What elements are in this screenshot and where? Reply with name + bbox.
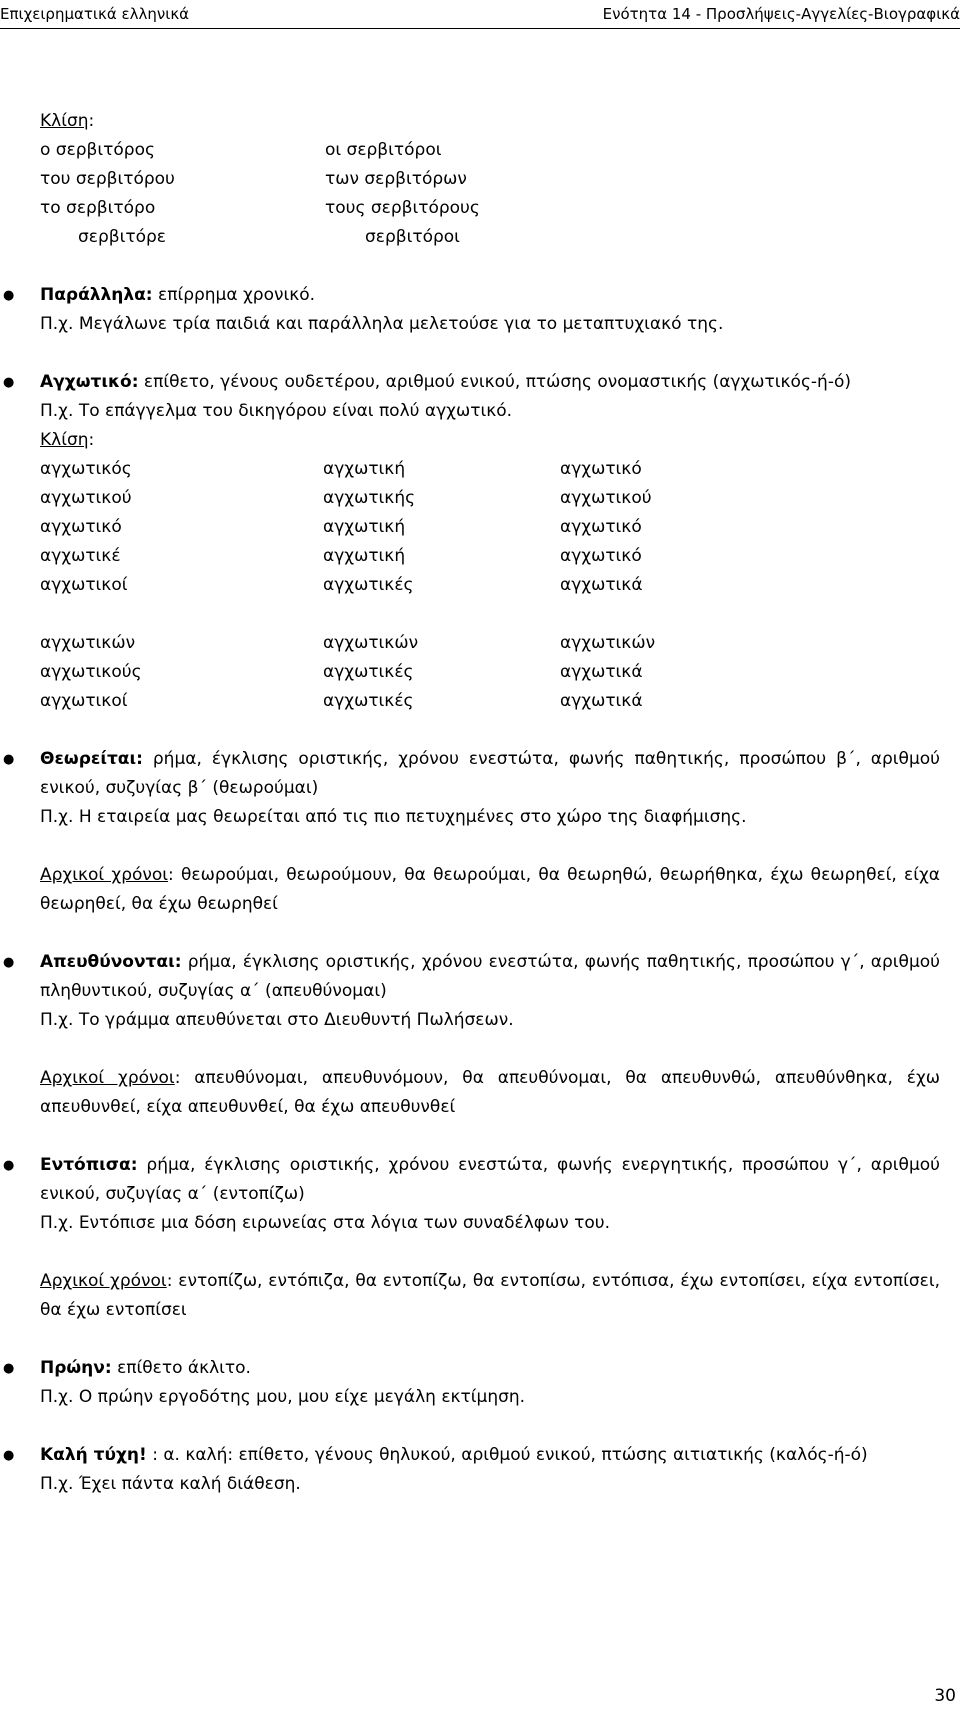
declension-cell: αγχωτικά [560, 662, 643, 682]
tenses-label: Αρχικοί χρόνοι [40, 1068, 175, 1088]
header-right-title: Ενότητα 14 - Προσλήψεις-Αγγελίες-Βιογραφικά [602, 5, 960, 23]
header-left-title: Επιχειρηματικά ελληνικά [0, 5, 190, 23]
klisi-label: Κλίση [40, 430, 89, 450]
declension-row [40, 629, 940, 658]
declension-cell: αγχωτικέ [40, 546, 121, 566]
example: Π.χ. Μεγάλωνε τρία παιδιά και παράλληλα μελετούσε για το μεταπτυχιακό της. [40, 314, 724, 334]
declension-cell: αγχωτικές [323, 575, 414, 595]
term: Απευθύνονται: [40, 952, 182, 972]
page-header [0, 0, 960, 29]
declension-cell: αγχωτικό [40, 517, 122, 537]
declension-cell: αγχωτικού [40, 488, 132, 508]
declension-cell: τους σερβιτόρους [325, 198, 480, 218]
bullet-icon: ● [3, 288, 15, 303]
example: Π.χ. Το γράμμα απευθύνεται στο Διευθυντή Πωλήσεων. [40, 1010, 514, 1030]
declension-cell: των σερβιτόρων [325, 169, 467, 189]
declension-cell: αγχωτικοί [40, 575, 128, 595]
declension-cell: αγχωτικές [323, 691, 414, 711]
declension-row [40, 658, 940, 687]
klisi-label: Κλίση [40, 111, 89, 131]
declension-cell: αγχωτικού [560, 488, 652, 508]
definition: ρήμα, έγκλισης οριστικής, χρόνου ενεστώτα, φωνής παθητικής, προσώπου β΄, αριθμού ενικού, συζυγίας β΄ (θεωρούμαι) [40, 749, 941, 798]
tenses: απευθύνομαι, απευθυνόμουν, θα απευθύνομαι, θα απευθυνθώ, απευθύνθηκα, έχω απευθυνθεί, είχα απευθυνθεί, θα έχω απευθυνθεί [40, 1068, 941, 1117]
term: Πρώην: [40, 1358, 112, 1378]
declension-row [40, 136, 940, 165]
tenses-label: Αρχικοί χρόνοι [40, 865, 169, 885]
declension-cell: αγχωτικών [323, 633, 419, 653]
entry-kali-tyxi [3, 1441, 940, 1499]
declension-cell: αγχωτικοί [40, 691, 128, 711]
example: Π.χ. Η εταιρεία μας θεωρείται από τις πιο πετυχημένες στο χώρο της διαφήμισης. [40, 807, 747, 827]
definition: ρήμα, έγκλισης οριστικής, χρόνου ενεστώτα, φωνής παθητικής, προσώπου γ΄, αριθμού πληθυντικού, συζυγίας α΄ (απευθύνομαι) [40, 952, 940, 1001]
definition: : α. καλή: επίθετο, γένους θηλυκού, αριθμού ενικού, πτώσης αιτιατικής (καλός-ή-ό) [152, 1445, 868, 1465]
tenses: θεωρούμαι, θεωρούμουν, θα θεωρούμαι, θα θεωρηθώ, θεωρήθηκα, έχω θεωρηθεί, είχα θεωρηθεί, θα έχω θεωρηθεί [40, 865, 940, 914]
declension-cell: αγχωτικά [560, 691, 643, 711]
tenses: εντοπίζω, εντόπιζα, θα εντοπίζω, θα εντοπίσω, εντόπισα, έχω εντοπίσει, είχα εντοπίσει, θα έχω εντοπίσει [40, 1271, 940, 1320]
entry-apeuthynontai: ● Απευθύνονται: ρήμα, έγκλισης οριστικής, χρόνου ενεστώτα, φωνής παθητικής, προσώπου γ΄, αριθμού πληθυντικού, συζυγίας α΄ (απευθύνομαι) Π.χ. Το γράμμα απευθύνεται στο Διευθυντή Πωλήσεων. Αρχικοί χρόνοι: απευθύνομαι, απευθυνόμουν, θα απευθύνομαι, θα απευθυνθώ, απευθύνθηκα, έχω απευθυνθεί, είχα απευθυνθεί, θα έχω απευθυνθεί [40, 948, 940, 1122]
tenses-label: Αρχικοί χρόνοι [40, 1271, 167, 1291]
declension-cell: αγχωτική [323, 459, 406, 479]
declension-plural [40, 629, 940, 716]
definition: επίθετο, γένους ουδετέρου, αριθμού ενικού, πτώσης ονομαστικής (αγχωτικός-ή-ό) [143, 372, 851, 392]
term: Παράλληλα: [40, 285, 153, 305]
declension-singular [40, 455, 940, 600]
declension-cell: αγχωτικών [40, 633, 136, 653]
declension-cell: σερβιτόρε [78, 227, 166, 247]
declension-cell: αγχωτικούς [40, 662, 142, 682]
declension-cell: αγχωτικά [560, 575, 643, 595]
term: Αγχωτικό: [40, 372, 139, 392]
example: Π.χ. Εντόπισε μια δόση ειρωνείας στα λόγια των συναδέλφων του. [40, 1213, 611, 1233]
serveitor-declension: Κλίση: ο σερβιτόρος οι σερβιτόροι του σερβιτόρου των σερβιτόρων το σερβιτόρο τους σερβιτόρους σερβιτόρε σερβιτόροι [40, 107, 940, 252]
declension-cell: το σερβιτόρο [40, 198, 156, 218]
declension-cell: αγχωτική [323, 546, 406, 566]
declension-cell: αγχωτικές [323, 662, 414, 682]
declension-row [40, 571, 940, 600]
declension-row [40, 194, 940, 223]
declension-cell: σερβιτόροι [365, 227, 460, 247]
bullet-icon: ● [3, 375, 15, 390]
bullet-icon: ● [3, 1158, 15, 1173]
bullet-icon: ● [3, 1448, 15, 1463]
declension-cell: αγχωτικό [560, 517, 642, 537]
bullet-icon: ● [3, 1361, 15, 1376]
page-content [3, 107, 941, 1499]
declension-cell: του σερβιτόρου [40, 169, 175, 189]
declension-cell: αγχωτικών [560, 633, 656, 653]
page-number: 30 [934, 1686, 956, 1706]
declension-row [40, 455, 940, 484]
term: Εντόπισα: [40, 1155, 138, 1175]
entry-entopisa: ● Εντόπισα: ρήμα, έγκλισης οριστικής, χρόνου ενεστώτα, φωνής ενεργητικής, προσώπου γ΄, αριθμού ενικού, συζυγίας α΄ (εντοπίζω) Π.χ. Εντόπισε μια δόση ειρωνείας στα λόγια των συναδέλφων του. Αρχικοί χρόνοι: εντοπίζω, εντόπιζα, θα εντοπίζω, θα εντοπίσω, εντόπισα, έχω εντοπίσει, είχα εντοπίσει, θα έχω εντοπίσει [40, 1151, 940, 1325]
example: Π.χ. Ο πρώην εργοδότης μου, μου είχε μεγάλη εκτίμηση. [40, 1387, 526, 1407]
declension-cell: αγχωτικό [560, 546, 642, 566]
declension-row [40, 223, 940, 252]
declension-cell: αγχωτικό [560, 459, 642, 479]
declension-cell: ο σερβιτόρος [40, 140, 155, 160]
declension-row [40, 484, 940, 513]
declension-cell: αγχωτικής [323, 488, 416, 508]
entry-parallila [3, 281, 940, 339]
declension-row [40, 687, 940, 716]
bullet-icon: ● [3, 752, 15, 767]
declension-row [40, 513, 940, 542]
entry-agxotiko: ● Αγχωτικό: επίθετο, γένους ουδετέρου, αριθμού ενικού, πτώσης ονομαστικής (αγχωτικός-ή-ό) Π.χ. Το επάγγελμα του δικηγόρου είναι πολύ αγχωτικό. Κλίση: αγχωτικός αγχωτική αγχωτικό αγχωτικού αγχωτικής αγχωτικού αγχωτικό αγχωτική αγχωτικό αγχωτικέ αγχωτική αγχωτικό αγχωτικοί αγχωτικές αγχωτικά αγχωτικών αγχωτικών αγχωτικών αγχωτικούς αγχωτικές αγχωτικά αγχωτικοί αγχωτικές αγχωτικά [40, 368, 940, 716]
declension-cell: αγχωτική [323, 517, 406, 537]
entry-theoreitai: ● Θεωρείται: ρήμα, έγκλισης οριστικής, χρόνου ενεστώτα, φωνής παθητικής, προσώπου β΄, αριθμού ενικού, συζυγίας β΄ (θεωρούμαι) Π.χ. Η εταιρεία μας θεωρείται από τις πιο πετυχημένες στο χώρο της διαφήμισης. Αρχικοί χρόνοι: θεωρούμαι, θεωρούμουν, θα θεωρούμαι, θα θεωρηθώ, θεωρήθηκα, έχω θεωρηθεί, είχα θεωρηθεί, θα έχω θεωρηθεί [40, 745, 940, 919]
definition: επίρρημα χρονικό. [158, 285, 316, 305]
example: Π.χ. Το επάγγελμα του δικηγόρου είναι πολύ αγχωτικό. [40, 401, 513, 421]
declension-cell: αγχωτικός [40, 459, 132, 479]
term: Θεωρείται: [40, 749, 143, 769]
declension-row [40, 542, 940, 571]
declension-cell: οι σερβιτόροι [325, 140, 442, 160]
definition: ρήμα, έγκλισης οριστικής, χρόνου ενεστώτα, φωνής ενεργητικής, προσώπου γ΄, αριθμού ενικού, συζυγίας α΄ (εντοπίζω) [40, 1155, 940, 1204]
example: Π.χ. Έχει πάντα καλή διάθεση. [40, 1474, 301, 1494]
entry-proin [3, 1354, 940, 1412]
term: Καλή τύχη! [40, 1445, 147, 1465]
bullet-icon: ● [3, 955, 15, 970]
declension-row [40, 165, 940, 194]
definition: επίθετο άκλιτο. [117, 1358, 251, 1378]
